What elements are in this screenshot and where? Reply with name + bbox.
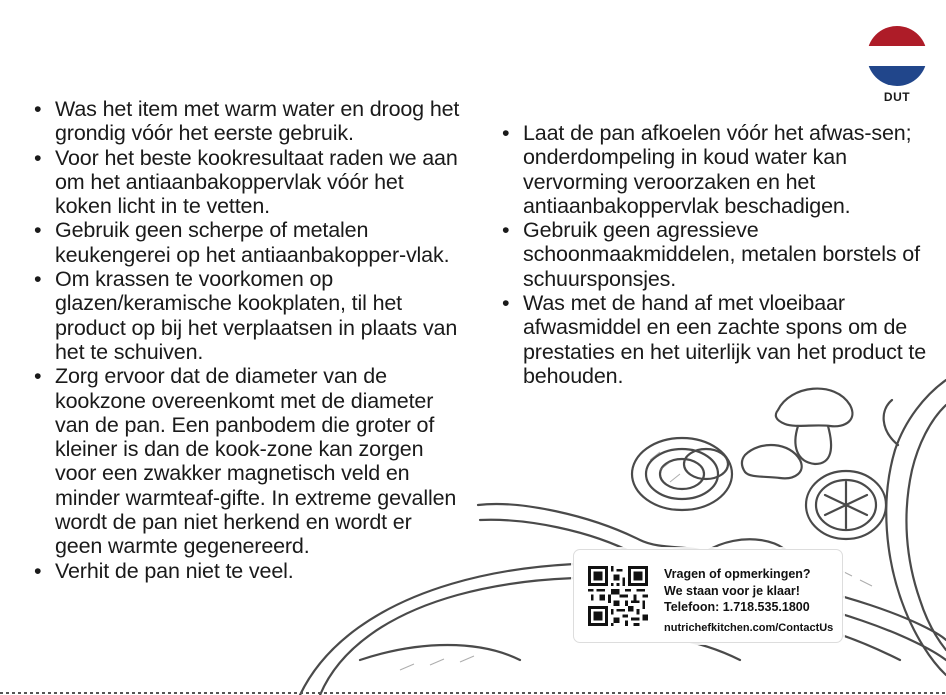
- list-item: • Laat de pan afkoelen vóór het afwas-sen; onderdompeling in koud water kan vervorming veroorzaken en het antiaanbakoppervlak beschadigen.: [498, 121, 938, 218]
- contact-box: [573, 549, 843, 643]
- contact-url-link[interactable]: nutrichefkitchen.com/ContactUs: [664, 621, 834, 634]
- list-item: • Gebruik geen agressieve schoonmaakmiddelen, metalen borstels of schuursponsjes.: [498, 218, 938, 291]
- contact-phone[interactable]: Telefoon: 1.718.535.1800: [664, 600, 810, 614]
- contact-support: We staan voor je klaar!: [664, 583, 800, 598]
- care-instructions-left: [30, 97, 460, 583]
- language-code: DUT: [883, 90, 911, 104]
- contact-question: Vragen of opmerkingen?: [664, 567, 811, 581]
- care-instructions-right: [498, 121, 938, 388]
- list-item: • Zorg ervoor dat de diameter van de kookzone overeenkomt met de diameter van de pan. Een panbodem die groter of kleiner is dan de kook-zone kan zorgen voor een zwakker magnetisch veld en minder warmteaf-gifte. In extreme gevallen wordt de pan niet herkend en wordt er geen warmte gegenereerd.: [30, 364, 460, 558]
- language-badge: [867, 26, 927, 104]
- list-item: • Verhit de pan niet te veel.: [30, 559, 460, 583]
- list-item: • Gebruik geen scherpe of metalen keukengerei op het antiaanbakopper-vlak.: [30, 218, 460, 267]
- contact-text: [664, 566, 833, 636]
- qr-code-icon: [588, 566, 648, 626]
- list-item: • Was het item met warm water en droog het grondig vóór het eerste gebruik.: [30, 97, 460, 146]
- list-item: • Om krassen te voorkomen op glazen/keramische kookplaten, til het product op bij het verplaatsen in plaats van het te schuiven.: [30, 267, 460, 364]
- list-item: • Was met de hand af met vloeibaar afwasmiddel en een zachte spons om de prestaties en het uiterlijk van het product te behouden.: [498, 291, 938, 388]
- list-item: • Voor het beste kookresultaat raden we aan om het antiaanbakoppervlak vóór het koken licht in te vetten.: [30, 146, 460, 219]
- netherlands-flag-icon: [867, 26, 927, 86]
